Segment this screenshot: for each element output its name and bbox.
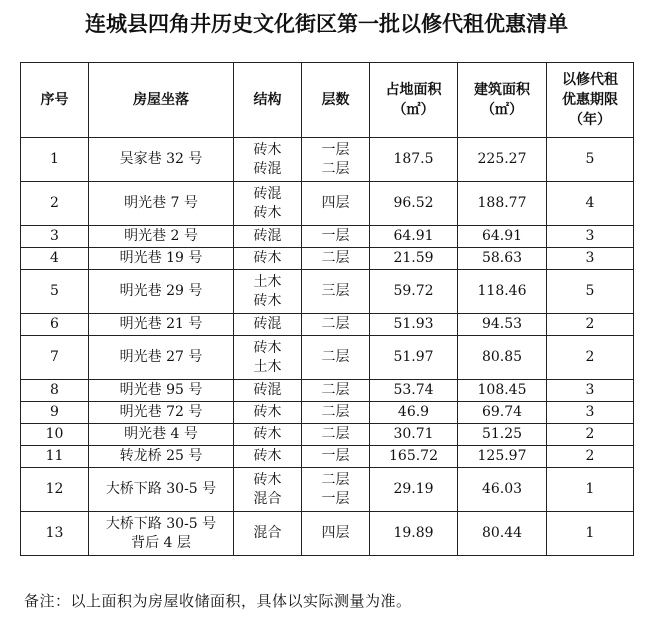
cell-index: 12: [21, 468, 89, 512]
table-row: [21, 380, 634, 402]
cell-index: 13: [21, 512, 89, 556]
cell-structure: 砖混: [234, 314, 302, 336]
cell-address: 明光巷 19 号: [89, 248, 234, 270]
cell-floors: 一层: [302, 446, 370, 468]
cell-floors: 二层: [302, 314, 370, 336]
cell-land-area: 19.89: [370, 512, 458, 556]
cell-address: 大桥下路 30-5 号: [89, 468, 234, 512]
cell-build-area: 80.85: [458, 336, 547, 380]
cell-term: 5: [547, 138, 634, 182]
table-row: [21, 402, 634, 424]
cell-address: 明光巷 72 号: [89, 402, 234, 424]
cell-land-area: 187.5: [370, 138, 458, 182]
cell-structure: 砖木: [234, 424, 302, 446]
table-row: [21, 138, 634, 182]
cell-land-area: 46.9: [370, 402, 458, 424]
cell-build-area: 64.91: [458, 226, 547, 248]
cell-build-area: 225.27: [458, 138, 547, 182]
table-row: [21, 446, 634, 468]
header-term: 以修代租 优惠期限 （年）: [547, 63, 634, 138]
cell-floors: 二层: [302, 336, 370, 380]
cell-land-area: 165.72: [370, 446, 458, 468]
cell-land-area: 51.97: [370, 336, 458, 380]
cell-term: 2: [547, 314, 634, 336]
cell-address: 明光巷 21 号: [89, 314, 234, 336]
cell-address: 明光巷 29 号: [89, 270, 234, 314]
cell-term: 3: [547, 380, 634, 402]
property-list-table: [20, 62, 634, 556]
table-header-row: [21, 63, 634, 138]
cell-build-area: 46.03: [458, 468, 547, 512]
cell-term: 5: [547, 270, 634, 314]
cell-address: 明光巷 4 号: [89, 424, 234, 446]
table-row: [21, 270, 634, 314]
cell-term: 1: [547, 468, 634, 512]
cell-index: 2: [21, 182, 89, 226]
table-row: [21, 512, 634, 556]
cell-land-area: 64.91: [370, 226, 458, 248]
cell-index: 8: [21, 380, 89, 402]
cell-term: 1: [547, 512, 634, 556]
cell-land-area: 51.93: [370, 314, 458, 336]
cell-build-area: 80.44: [458, 512, 547, 556]
cell-index: 10: [21, 424, 89, 446]
cell-build-area: 118.46: [458, 270, 547, 314]
table-row: [21, 226, 634, 248]
cell-build-area: 58.63: [458, 248, 547, 270]
cell-index: 11: [21, 446, 89, 468]
cell-index: 7: [21, 336, 89, 380]
header-structure: 结构: [234, 63, 302, 138]
footnote: 备注：以上面积为房屋收储面积，具体以实际测量为准。: [24, 592, 412, 610]
cell-floors: 二层: [302, 248, 370, 270]
cell-index: 3: [21, 226, 89, 248]
cell-structure: 砖混 砖木: [234, 182, 302, 226]
cell-land-area: 96.52: [370, 182, 458, 226]
cell-build-area: 188.77: [458, 182, 547, 226]
cell-build-area: 108.45: [458, 380, 547, 402]
cell-term: 3: [547, 248, 634, 270]
cell-land-area: 29.19: [370, 468, 458, 512]
cell-term: 3: [547, 402, 634, 424]
cell-address: 明光巷 2 号: [89, 226, 234, 248]
cell-floors: 三层: [302, 270, 370, 314]
cell-floors: 一层: [302, 226, 370, 248]
cell-index: 9: [21, 402, 89, 424]
table-row: [21, 468, 634, 512]
table-row: [21, 182, 634, 226]
cell-index: 5: [21, 270, 89, 314]
cell-structure: 砖木 土木: [234, 336, 302, 380]
cell-address: 吴家巷 32 号: [89, 138, 234, 182]
cell-structure: 砖木 砖混: [234, 138, 302, 182]
header-build-area: 建筑面积 （㎡）: [458, 63, 547, 138]
cell-address: 明光巷 7 号: [89, 182, 234, 226]
document-title: 连城县四角井历史文化街区第一批以修代租优惠清单: [85, 12, 568, 36]
header-floors: 层数: [302, 63, 370, 138]
cell-build-area: 69.74: [458, 402, 547, 424]
table-row: [21, 336, 634, 380]
table-row: [21, 424, 634, 446]
cell-term: 2: [547, 446, 634, 468]
cell-floors: 一层 二层: [302, 138, 370, 182]
table-row: [21, 248, 634, 270]
cell-structure: 砖混: [234, 380, 302, 402]
cell-build-area: 125.97: [458, 446, 547, 468]
cell-structure: 砖木 混合: [234, 468, 302, 512]
cell-structure: 砖木: [234, 446, 302, 468]
cell-floors: 二层 一层: [302, 468, 370, 512]
cell-floors: 四层: [302, 182, 370, 226]
cell-land-area: 59.72: [370, 270, 458, 314]
cell-term: 3: [547, 226, 634, 248]
cell-structure: 土木 砖木: [234, 270, 302, 314]
cell-address: 明光巷 95 号: [89, 380, 234, 402]
cell-address: 大桥下路 30-5 号 背后 4 层: [89, 512, 234, 556]
table-row: [21, 314, 634, 336]
header-address: 房屋坐落: [89, 63, 234, 138]
cell-address: 明光巷 27 号: [89, 336, 234, 380]
cell-term: 4: [547, 182, 634, 226]
cell-index: 4: [21, 248, 89, 270]
cell-index: 6: [21, 314, 89, 336]
cell-floors: 二层: [302, 380, 370, 402]
cell-address: 转龙桥 25 号: [89, 446, 234, 468]
cell-land-area: 53.74: [370, 380, 458, 402]
cell-structure: 砖木: [234, 402, 302, 424]
cell-land-area: 21.59: [370, 248, 458, 270]
cell-structure: 砖混: [234, 226, 302, 248]
cell-structure: 混合: [234, 512, 302, 556]
cell-floors: 二层: [302, 402, 370, 424]
header-index: 序号: [21, 63, 89, 138]
cell-floors: 四层: [302, 512, 370, 556]
cell-build-area: 94.53: [458, 314, 547, 336]
cell-index: 1: [21, 138, 89, 182]
cell-structure: 砖木: [234, 248, 302, 270]
cell-term: 2: [547, 424, 634, 446]
cell-floors: 二层: [302, 424, 370, 446]
cell-land-area: 30.71: [370, 424, 458, 446]
header-land-area: 占地面积 （㎡）: [370, 63, 458, 138]
cell-term: 2: [547, 336, 634, 380]
cell-build-area: 51.25: [458, 424, 547, 446]
